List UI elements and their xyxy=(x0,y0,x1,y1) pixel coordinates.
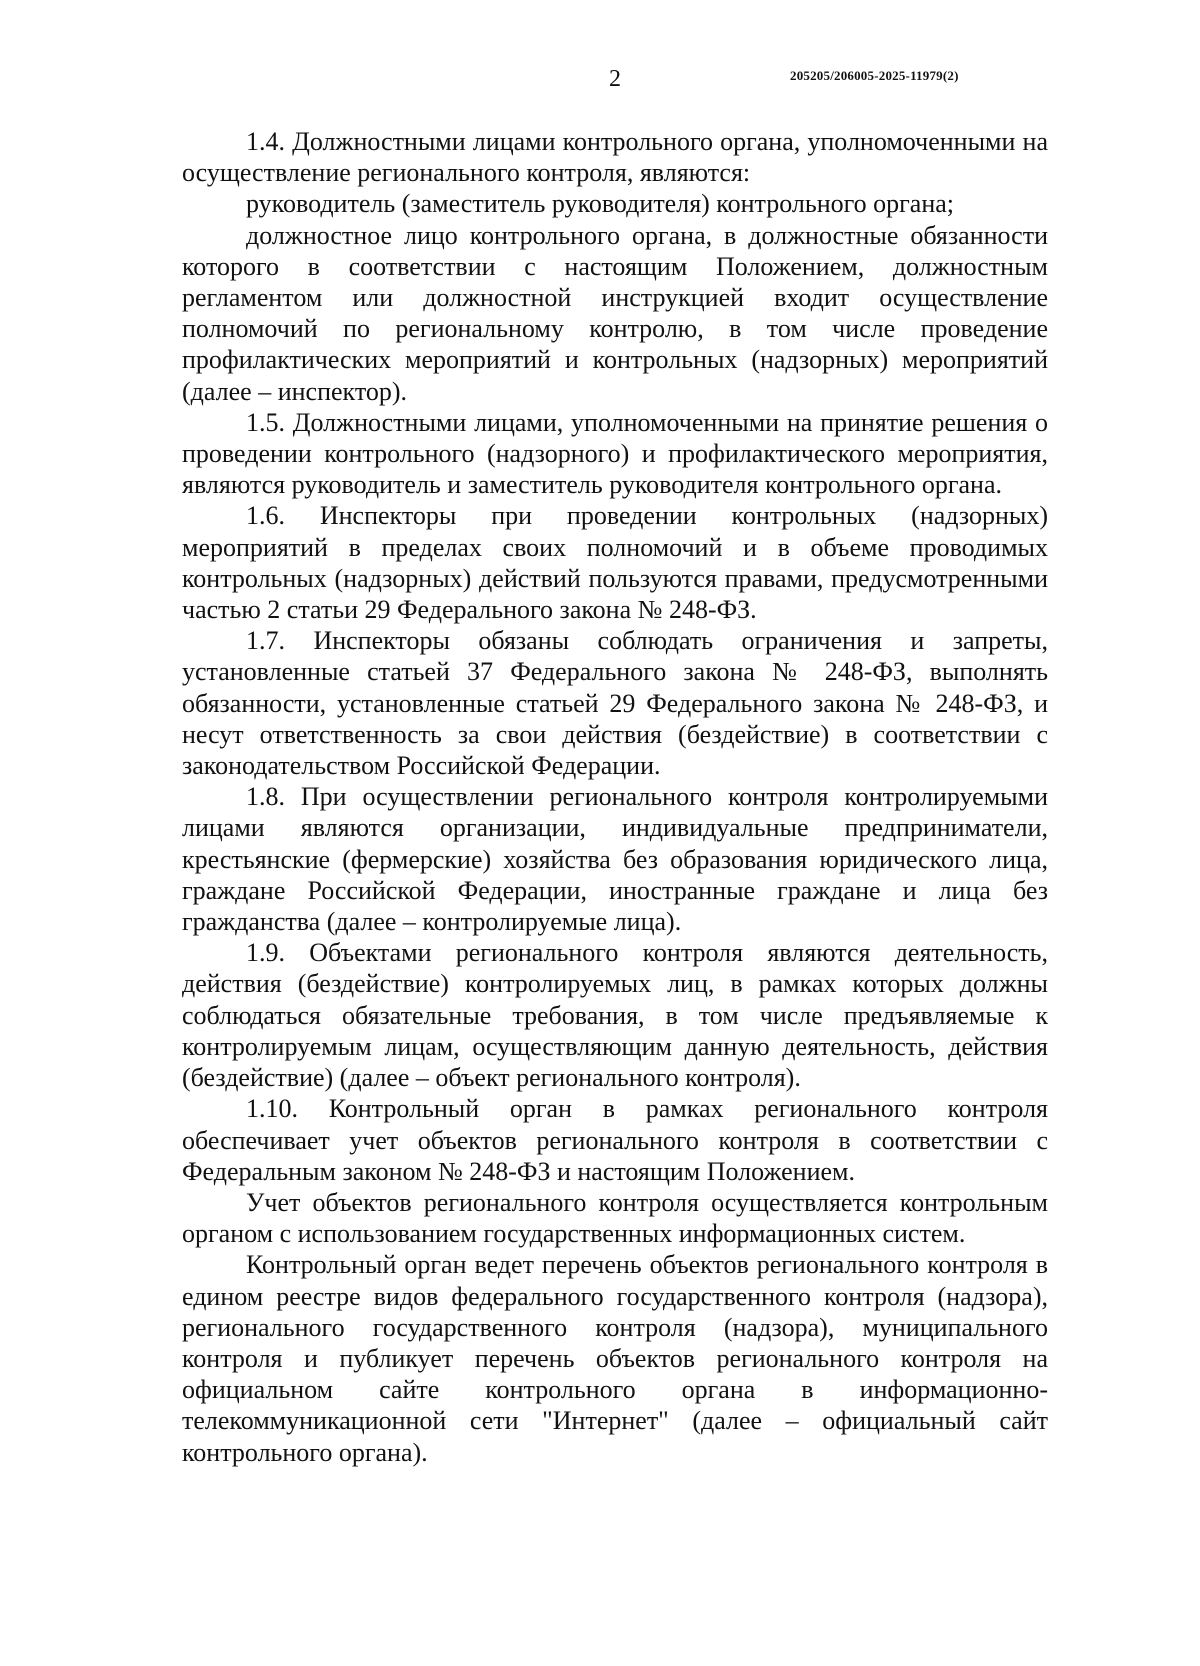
paragraph-1-6: 1.6. Инспекторы при проведении контрольных (надзорных) мероприятий в пределах своих полномочий и в объеме проводимых контрольных (надзорных) действий пользуются правами, предусмотренными частью 2 статьи 29 Федерального закона № 248-ФЗ. xyxy=(182,501,1048,625)
paragraph-1-5: 1.5. Должностными лицами, уполномоченными на принятие решения о проведении контрольного (надзорного) и профилактического мероприятия, являются руководитель и заместитель руководителя контрольного органа. xyxy=(182,407,1048,500)
paragraph-1-10: 1.10. Контрольный орган в рамках регионального контроля обеспечивает учет объектов регионального контроля в соответствии с Федеральным законом № 248-ФЗ и настоящим Положением. xyxy=(182,1094,1048,1186)
paragraph-1-7: 1.7. Инспекторы обязаны соблюдать ограничения и запреты, установленные статьей 37 Федерального закона № 248-ФЗ, выполнять обязанности, установленные статьей 29 Федерального закона № 248-ФЗ, и несут ответственность за свои действия (бездействие) в соответствии с законодательством Российской Федерации. xyxy=(182,626,1048,781)
document-code: 205205/206005-2025-11979(2) xyxy=(790,68,959,83)
paragraph-head-of-authority: руководитель (заместитель руководителя) контрольного органа; xyxy=(246,189,955,219)
paragraph-accounting: Учет объектов регионального контроля осуществляется контрольным органом с использованием государственных информационных систем. xyxy=(182,1187,1048,1249)
paragraph-registry-list: Контрольный орган ведет перечень объектов регионального контроля в едином реестре видов федерального государственного контроля (надзора), регионального государственного контроля (надзора), муниципального контроля и публикует перечень объектов регионального контроля на официальном сайте контрольного органа в информационно-телекоммуникационной сети "Интернет" (далее – официальный сайт контрольного органа). xyxy=(182,1250,1048,1467)
page-number: 2 xyxy=(609,66,621,92)
paragraph-1-9: 1.9. Объектами регионального контроля являются деятельность, действия (бездействие) контролируемых лиц, в рамках которых должны соблюдаться обязательные требования, в том числе предъявляемые к контролируемым лицам, осуществляющим данную деятельность, действия (бездействие) (далее – объект регионального контроля). xyxy=(182,938,1048,1093)
paragraph-1-4: 1.4. Должностными лицами контрольного органа, уполномоченными на осуществление регионального контроля, являются: xyxy=(182,127,1048,188)
document-body xyxy=(182,126,1048,1468)
paragraph-inspector-definition: должностное лицо контрольного органа, в должностные обязанности которого в соответствии с настоящим Положением, должностным регламентом или должностной инструкцией входит осуществление полномочий по региональному контролю, в том числе проведение профилактических мероприятий и контрольных (надзорных) мероприятий (далее – инспектор). xyxy=(182,220,1048,406)
paragraph-1-8: 1.8. При осуществлении регионального контроля контролируемыми лицами являются организации, индивидуальные предприниматели, крестьянские (фермерские) хозяйства без образования юридического лица, граждане Российской Федерации, иностранные граждане и лица без гражданства (далее – контролируемые лица). xyxy=(182,782,1048,937)
